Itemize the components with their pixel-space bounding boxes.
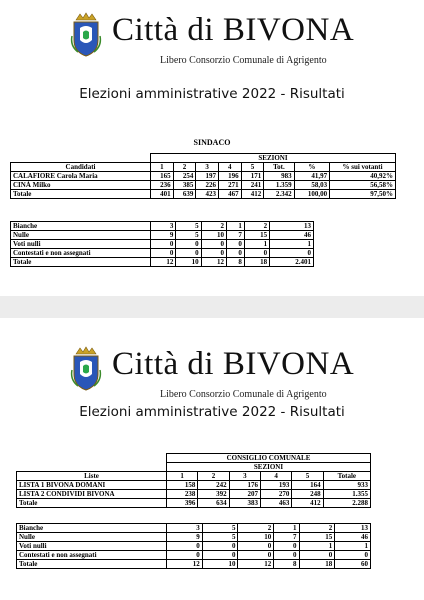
row-value: 0	[167, 542, 203, 551]
results-table-sindaco	[10, 153, 396, 199]
page-separator	[0, 296, 424, 318]
row-value: 1	[244, 240, 269, 249]
column-header: Totale	[323, 472, 370, 481]
row-value: 5	[176, 222, 201, 231]
row-value: 0	[238, 551, 274, 560]
row-value: 2	[299, 524, 335, 533]
row-value: 58,03	[294, 181, 329, 190]
sezioni-header-cell: SEZIONI	[151, 154, 396, 163]
row-value: 13	[270, 222, 314, 231]
row-value: 97,50%	[330, 190, 396, 199]
column-header: Candidati	[11, 163, 151, 172]
row-value: 9	[167, 533, 203, 542]
row-value: 2	[201, 222, 226, 231]
row-value: 0	[201, 240, 226, 249]
row-value: 164	[292, 481, 323, 490]
row-value: 0	[299, 551, 335, 560]
blank-cell	[17, 454, 167, 463]
row-value: 242	[198, 481, 229, 490]
row-value: 46	[335, 533, 371, 542]
column-header: 5	[292, 472, 323, 481]
city-name: Città di BIVONA	[112, 12, 355, 48]
row-value: 3	[151, 222, 176, 231]
crest-icon	[70, 12, 102, 58]
row-value: 12	[238, 560, 274, 569]
column-header: 1	[167, 472, 198, 481]
row-value: 12	[167, 560, 203, 569]
row-value: 0	[176, 240, 201, 249]
row-value: 2.288	[323, 499, 370, 508]
row-label: Nulle	[17, 533, 167, 542]
row-value: 13	[335, 524, 371, 533]
row-value: 5	[202, 533, 238, 542]
table-row	[11, 222, 314, 231]
table-row	[17, 499, 371, 508]
row-value: 15	[299, 533, 335, 542]
row-label: Bianche	[17, 524, 167, 533]
row-value: 8	[226, 258, 244, 267]
row-value: 5	[202, 524, 238, 533]
row-label: Nulle	[11, 231, 151, 240]
table-row	[17, 551, 371, 560]
row-value: 0	[244, 249, 269, 258]
row-value: 0	[151, 249, 176, 258]
column-header: 1	[151, 163, 174, 172]
column-header: Tot.	[264, 163, 294, 172]
sezioni-header-row	[17, 463, 371, 472]
row-label: Voti nulli	[17, 542, 167, 551]
row-value: 0	[201, 249, 226, 258]
table-row	[11, 240, 314, 249]
row-value: 15	[244, 231, 269, 240]
row-value: 1	[226, 222, 244, 231]
table-row	[17, 481, 371, 490]
page-header	[0, 334, 424, 404]
row-value: 412	[292, 499, 323, 508]
city-name: Città di BIVONA	[112, 346, 355, 382]
column-header: 3	[229, 472, 260, 481]
row-value: 7	[274, 533, 299, 542]
row-value: 100,00	[294, 190, 329, 199]
row-value: 41,97	[294, 172, 329, 181]
row-value: 0	[226, 249, 244, 258]
row-value: 254	[173, 172, 196, 181]
row-value: 467	[218, 190, 241, 199]
row-value: 207	[229, 490, 260, 499]
row-value: 1.359	[264, 181, 294, 190]
row-value: 392	[198, 490, 229, 499]
row-value: 10	[176, 258, 201, 267]
row-label: Totale	[11, 258, 151, 267]
row-value: 983	[264, 172, 294, 181]
row-value: 0	[226, 240, 244, 249]
table-row	[17, 524, 371, 533]
row-value: 18	[299, 560, 335, 569]
section-title-cell: CONSIGLIO COMUNALE	[167, 454, 371, 463]
row-value: 12	[151, 258, 176, 267]
row-value: 1	[335, 542, 371, 551]
row-value: 0	[335, 551, 371, 560]
row-value: 271	[218, 181, 241, 190]
table-row	[11, 190, 396, 199]
row-value: 226	[196, 181, 219, 190]
table-row	[17, 560, 371, 569]
row-value: 238	[167, 490, 198, 499]
table-row	[11, 231, 314, 240]
row-value: 60	[335, 560, 371, 569]
row-value: 248	[292, 490, 323, 499]
row-value: 10	[238, 533, 274, 542]
row-value: 2	[244, 222, 269, 231]
row-value: 412	[241, 190, 264, 199]
row-value: 197	[196, 172, 219, 181]
section-heading: SINDACO	[193, 138, 231, 147]
row-value: 1	[270, 240, 314, 249]
document-page-sindaco	[0, 0, 424, 296]
page-header	[0, 0, 424, 70]
section-title-row	[17, 454, 371, 463]
column-header: 4	[260, 472, 291, 481]
row-value: 463	[260, 499, 291, 508]
column-header: 5	[241, 163, 264, 172]
column-header: % sui votanti	[330, 163, 396, 172]
row-value: 0	[274, 542, 299, 551]
row-value: 1.355	[323, 490, 370, 499]
row-label: Contestati e non assegnati	[17, 551, 167, 560]
column-header: 4	[218, 163, 241, 172]
row-value: 10	[202, 560, 238, 569]
crest-icon	[70, 346, 102, 392]
row-label: Bianche	[11, 222, 151, 231]
row-value: 40,92%	[330, 172, 396, 181]
row-value: 0	[176, 249, 201, 258]
row-value: 8	[274, 560, 299, 569]
province-name: Libero Consorzio Comunale di Agrigento	[160, 389, 327, 400]
page-title: Elezioni amministrative 2022 - Risultati	[79, 404, 345, 420]
row-label: LISTA 1 BIVONA DOMANI	[17, 481, 167, 490]
row-value: 9	[151, 231, 176, 240]
row-value: 933	[323, 481, 370, 490]
table-row	[11, 172, 396, 181]
blank-cell	[17, 463, 167, 472]
column-header: 3	[196, 163, 219, 172]
row-value: 0	[202, 542, 238, 551]
row-value: 2.342	[264, 190, 294, 199]
row-value: 0	[167, 551, 203, 560]
row-value: 0	[274, 551, 299, 560]
table-row	[17, 490, 371, 499]
row-value: 5	[176, 231, 201, 240]
province-name: Libero Consorzio Comunale di Agrigento	[160, 55, 327, 66]
row-value: 0	[151, 240, 176, 249]
document-page-consiglio	[0, 318, 424, 600]
row-value: 56,58%	[330, 181, 396, 190]
row-value: 1	[274, 524, 299, 533]
row-value: 639	[173, 190, 196, 199]
row-value: 46	[270, 231, 314, 240]
row-value: 171	[241, 172, 264, 181]
ballot-summary-table-consiglio	[16, 523, 371, 569]
table-row	[11, 181, 396, 190]
row-value: 396	[167, 499, 198, 508]
row-value: 10	[201, 231, 226, 240]
row-value: 236	[151, 181, 174, 190]
row-value: 383	[229, 499, 260, 508]
row-label: CALAFIORE Carola Maria	[11, 172, 151, 181]
row-value: 0	[202, 551, 238, 560]
column-header-row	[17, 472, 371, 481]
row-value: 0	[270, 249, 314, 258]
row-label: Totale	[17, 560, 167, 569]
results-table-consiglio	[16, 453, 371, 508]
row-value: 270	[260, 490, 291, 499]
page-title: Elezioni amministrative 2022 - Risultati	[79, 86, 345, 102]
row-value: 158	[167, 481, 198, 490]
row-label: Voti nulli	[11, 240, 151, 249]
row-value: 3	[167, 524, 203, 533]
row-value: 193	[260, 481, 291, 490]
column-header: %	[294, 163, 329, 172]
row-value: 634	[198, 499, 229, 508]
table-row	[17, 542, 371, 551]
row-label: Totale	[17, 499, 167, 508]
row-value: 241	[241, 181, 264, 190]
sezioni-header-cell: SEZIONI	[167, 463, 371, 472]
row-value: 176	[229, 481, 260, 490]
row-value: 401	[151, 190, 174, 199]
table-row	[17, 533, 371, 542]
row-value: 1	[299, 542, 335, 551]
column-header: 2	[173, 163, 196, 172]
row-value: 0	[238, 542, 274, 551]
row-value: 196	[218, 172, 241, 181]
row-value: 2.401	[270, 258, 314, 267]
column-header: Liste	[17, 472, 167, 481]
row-label: CINÀ Milko	[11, 181, 151, 190]
table-row	[11, 258, 314, 267]
row-label: Contestati e non assegnati	[11, 249, 151, 258]
blank-cell	[11, 154, 151, 163]
row-value: 2	[238, 524, 274, 533]
row-label: LISTA 2 CONDIVIDI BIVONA	[17, 490, 167, 499]
row-label: Totale	[11, 190, 151, 199]
column-header-row	[11, 163, 396, 172]
row-value: 7	[226, 231, 244, 240]
sezioni-header-row	[11, 154, 396, 163]
row-value: 385	[173, 181, 196, 190]
table-row	[11, 249, 314, 258]
ballot-summary-table-sindaco	[10, 221, 314, 267]
row-value: 423	[196, 190, 219, 199]
row-value: 165	[151, 172, 174, 181]
row-value: 12	[201, 258, 226, 267]
column-header: 2	[198, 472, 229, 481]
row-value: 18	[244, 258, 269, 267]
